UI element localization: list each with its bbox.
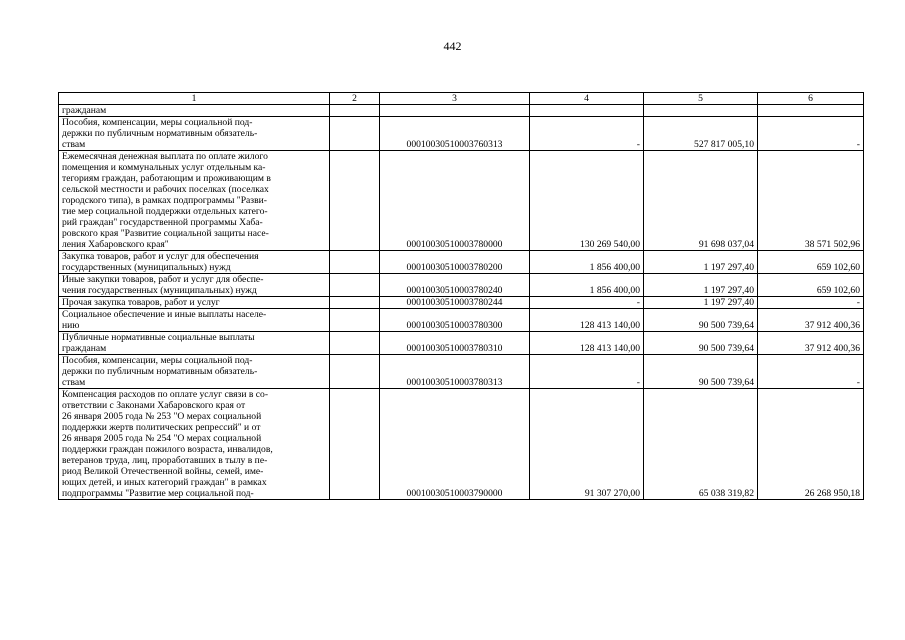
row-empty-cell [330, 251, 380, 274]
row-value-col6: 38 571 502,96 [758, 151, 864, 251]
row-description: Пособия, компенсации, меры социальной под- держки по публичным нормативным обязатель- ствам [59, 117, 330, 151]
row-empty-cell [330, 297, 380, 309]
page-number: 442 [443, 39, 462, 53]
row-description: Публичные нормативные социальные выплаты гражданам [59, 332, 330, 355]
row-empty-cell [330, 274, 380, 297]
row-value-col6: 37 912 400,36 [758, 332, 864, 355]
row-value-col4: 1 856 400,00 [530, 251, 644, 274]
row-code: 00010030510003780240 [380, 274, 530, 297]
row-value-col5: 90 500 739,64 [644, 309, 758, 332]
table-header-row [59, 93, 864, 105]
row-value-col4: - [530, 117, 644, 151]
row-description: Пособия, компенсации, меры социальной под- держки по публичным нормативным обязатель- ствам [59, 355, 330, 389]
row-value-col6: 26 268 950,18 [758, 389, 864, 500]
column-header: 4 [530, 93, 644, 105]
row-value-col5: 91 698 037,04 [644, 151, 758, 251]
row-code: 00010030510003780300 [380, 309, 530, 332]
row-code: 00010030510003790000 [380, 389, 530, 500]
row-value-col4: - [530, 297, 644, 309]
table-row [59, 151, 864, 251]
row-value-col5: 90 500 739,64 [644, 355, 758, 389]
row-value-col6 [758, 105, 864, 117]
row-empty-cell [330, 105, 380, 117]
row-value-col5: 527 817 005,10 [644, 117, 758, 151]
budget-table [58, 92, 864, 500]
row-code: 00010030510003780244 [380, 297, 530, 309]
row-value-col4: 1 856 400,00 [530, 274, 644, 297]
row-value-col4: 91 307 270,00 [530, 389, 644, 500]
table-row [59, 389, 864, 500]
table-row [59, 274, 864, 297]
row-value-col5: 1 197 297,40 [644, 297, 758, 309]
row-empty-cell [330, 355, 380, 389]
table-row [59, 251, 864, 274]
row-value-col4: - [530, 355, 644, 389]
row-value-col5: 1 197 297,40 [644, 274, 758, 297]
column-header: 2 [330, 93, 380, 105]
row-description: Прочая закупка товаров, работ и услуг [59, 297, 330, 309]
row-value-col6: 37 912 400,36 [758, 309, 864, 332]
row-value-col6: - [758, 117, 864, 151]
row-code [380, 105, 530, 117]
table-row [59, 355, 864, 389]
row-code: 00010030510003780200 [380, 251, 530, 274]
column-header: 6 [758, 93, 864, 105]
row-value-col5: 1 197 297,40 [644, 251, 758, 274]
row-empty-cell [330, 117, 380, 151]
table-row [59, 105, 864, 117]
column-header: 1 [59, 93, 330, 105]
row-value-col5 [644, 105, 758, 117]
table-row [59, 117, 864, 151]
row-description: Иные закупки товаров, работ и услуг для обеспе- чения государственных (муниципальных) нужд [59, 274, 330, 297]
row-empty-cell [330, 389, 380, 500]
row-value-col6: - [758, 297, 864, 309]
row-value-col4: 128 413 140,00 [530, 332, 644, 355]
row-code: 00010030510003780000 [380, 151, 530, 251]
row-description: гражданам [59, 105, 330, 117]
row-value-col4 [530, 105, 644, 117]
row-code: 00010030510003780313 [380, 355, 530, 389]
row-value-col5: 65 038 319,82 [644, 389, 758, 500]
row-value-col6: 659 102,60 [758, 274, 864, 297]
row-description: Компенсация расходов по оплате услуг связи в со- ответствии с Законами Хабаровского края от 26 января 2005 года № 253 "О мерах социальной поддержки жертв политических репрессий" и от 26 января 2005 года № 254 "О мерах социальной поддержки граждан пожилого возраста, инвалидов, ветеранов труда, лиц, проработавших в тылу в пе- риод Великой Отечественной войны, семей, име- ющих детей, и иных категорий граждан" в рамках подпрограммы "Развитие мер социальной под- [59, 389, 330, 500]
column-header: 5 [644, 93, 758, 105]
row-empty-cell [330, 151, 380, 251]
row-empty-cell [330, 309, 380, 332]
column-header: 3 [380, 93, 530, 105]
row-value-col4: 128 413 140,00 [530, 309, 644, 332]
row-description: Закупка товаров, работ и услуг для обеспечения государственных (муниципальных) нужд [59, 251, 330, 274]
row-value-col4: 130 269 540,00 [530, 151, 644, 251]
row-code: 00010030510003760313 [380, 117, 530, 151]
row-description: Ежемесячная денежная выплата по оплате жилого помещения и коммунальных услуг отдельным ка- тегориям граждан, работающим и проживающим в сельской местности и рабочих поселках (поселках городского типа), в рамках подпрограммы "Разви- тие мер социальной поддержки отдельных катего- рий граждан" государственной программы Хаба- ровского края "Развитие социальной защиты насе- ления Хабаровского края" [59, 151, 330, 251]
row-empty-cell [330, 332, 380, 355]
row-value-col5: 90 500 739,64 [644, 332, 758, 355]
row-value-col6: - [758, 355, 864, 389]
row-description: Социальное обеспечение и иные выплаты населе- нию [59, 309, 330, 332]
row-code: 00010030510003780310 [380, 332, 530, 355]
row-value-col6: 659 102,60 [758, 251, 864, 274]
table-row [59, 309, 864, 332]
table-row [59, 332, 864, 355]
table-row [59, 297, 864, 309]
